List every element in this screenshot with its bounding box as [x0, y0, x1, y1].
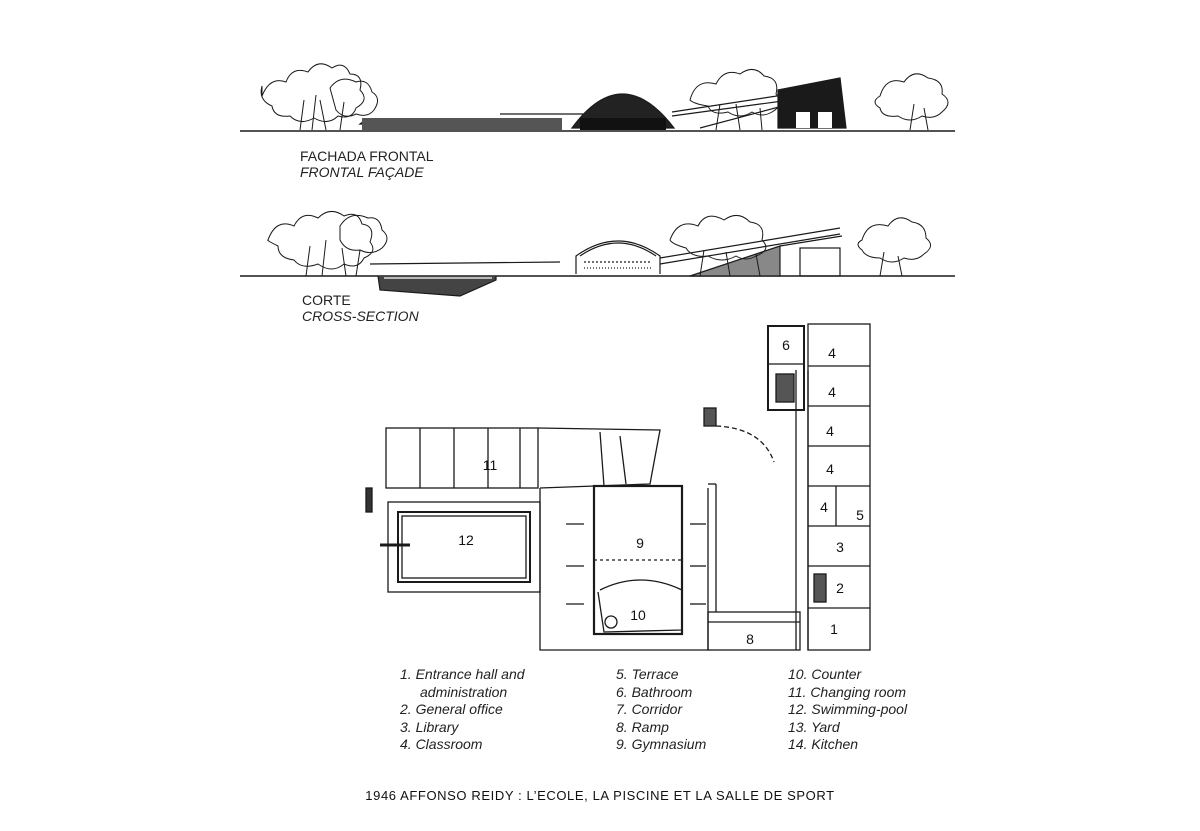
- legend-item: 4. Classroom: [400, 736, 483, 752]
- legend-item: 3. Library: [400, 718, 459, 735]
- room-number-4a: 4: [828, 345, 836, 361]
- room-number-4d: 4: [826, 461, 834, 477]
- section-gymnasium: [576, 241, 660, 274]
- room-number-5: 5: [856, 507, 864, 523]
- plan-changing-room: [386, 428, 538, 488]
- room-number-9: 9: [636, 535, 644, 551]
- room-number-4b: 4: [828, 384, 836, 400]
- room-number-10: 10: [630, 607, 646, 623]
- legend-item: 6. Bathroom: [616, 683, 693, 700]
- floor-plan: [366, 324, 870, 650]
- legend-item: 13. Yard: [788, 718, 840, 735]
- frontal-facade: [240, 64, 955, 131]
- legend-item: 7. Corridor: [616, 701, 683, 717]
- room-number-4c: 4: [826, 423, 834, 439]
- section-pool: [378, 276, 496, 296]
- legend-column-1: [400, 666, 525, 754]
- room-number-6: 6: [782, 337, 790, 353]
- room-number-8: 8: [746, 631, 754, 647]
- legend-item: 11. Changing room: [788, 683, 907, 700]
- facade-gymnasium-dome: [572, 94, 674, 130]
- section-ramp: [660, 228, 842, 276]
- facade-title-pt: FACHADA FRONTAL: [300, 148, 434, 164]
- plan-canopy: [538, 428, 660, 488]
- section-title-en: CROSS-SECTION: [302, 308, 419, 324]
- legend-item: 8. Ramp: [616, 718, 669, 735]
- plan-pool: [366, 488, 540, 592]
- plan-classroom-wing: [768, 324, 870, 650]
- figure-caption: 1946 AFFONSO REIDY : L’ECOLE, LA PISCINE ET LA SALLE DE SPORT: [365, 788, 835, 803]
- legend-item: 14. Kitchen: [788, 736, 859, 752]
- room-number-3: 3: [836, 539, 844, 555]
- facade-title-en: FRONTAL FAÇADE: [300, 164, 424, 180]
- section-title-pt: CORTE: [302, 292, 351, 308]
- cross-section: [240, 211, 955, 296]
- legend-item: 5. Terrace: [616, 666, 679, 682]
- room-number-1: 1: [830, 621, 838, 637]
- facade-ramp: [672, 94, 790, 128]
- room-number-2: 2: [836, 580, 844, 596]
- facade-trees-left: [261, 64, 377, 130]
- legend-item: 1. Entrance hall and: [400, 666, 525, 682]
- plan-ramp: [704, 408, 800, 650]
- room-number-4e: 4: [820, 499, 828, 515]
- legend-column-3: [788, 666, 907, 754]
- section-trees-left: [268, 211, 387, 276]
- room-number-12: 12: [458, 532, 474, 548]
- legend-item: 9. Gymnasium: [616, 736, 707, 752]
- legend-item: 12. Swimming-pool: [788, 701, 908, 717]
- facade-classroom-block: [360, 114, 600, 130]
- room-number-11: 11: [482, 457, 498, 473]
- legend-item: 10. Counter: [788, 666, 862, 682]
- legend-item: administration: [420, 683, 508, 700]
- legend-item: 2. General office: [400, 701, 503, 717]
- facade-dark-block: [778, 78, 846, 128]
- legend-column-2: [616, 666, 706, 754]
- plan-gymnasium: [540, 486, 708, 650]
